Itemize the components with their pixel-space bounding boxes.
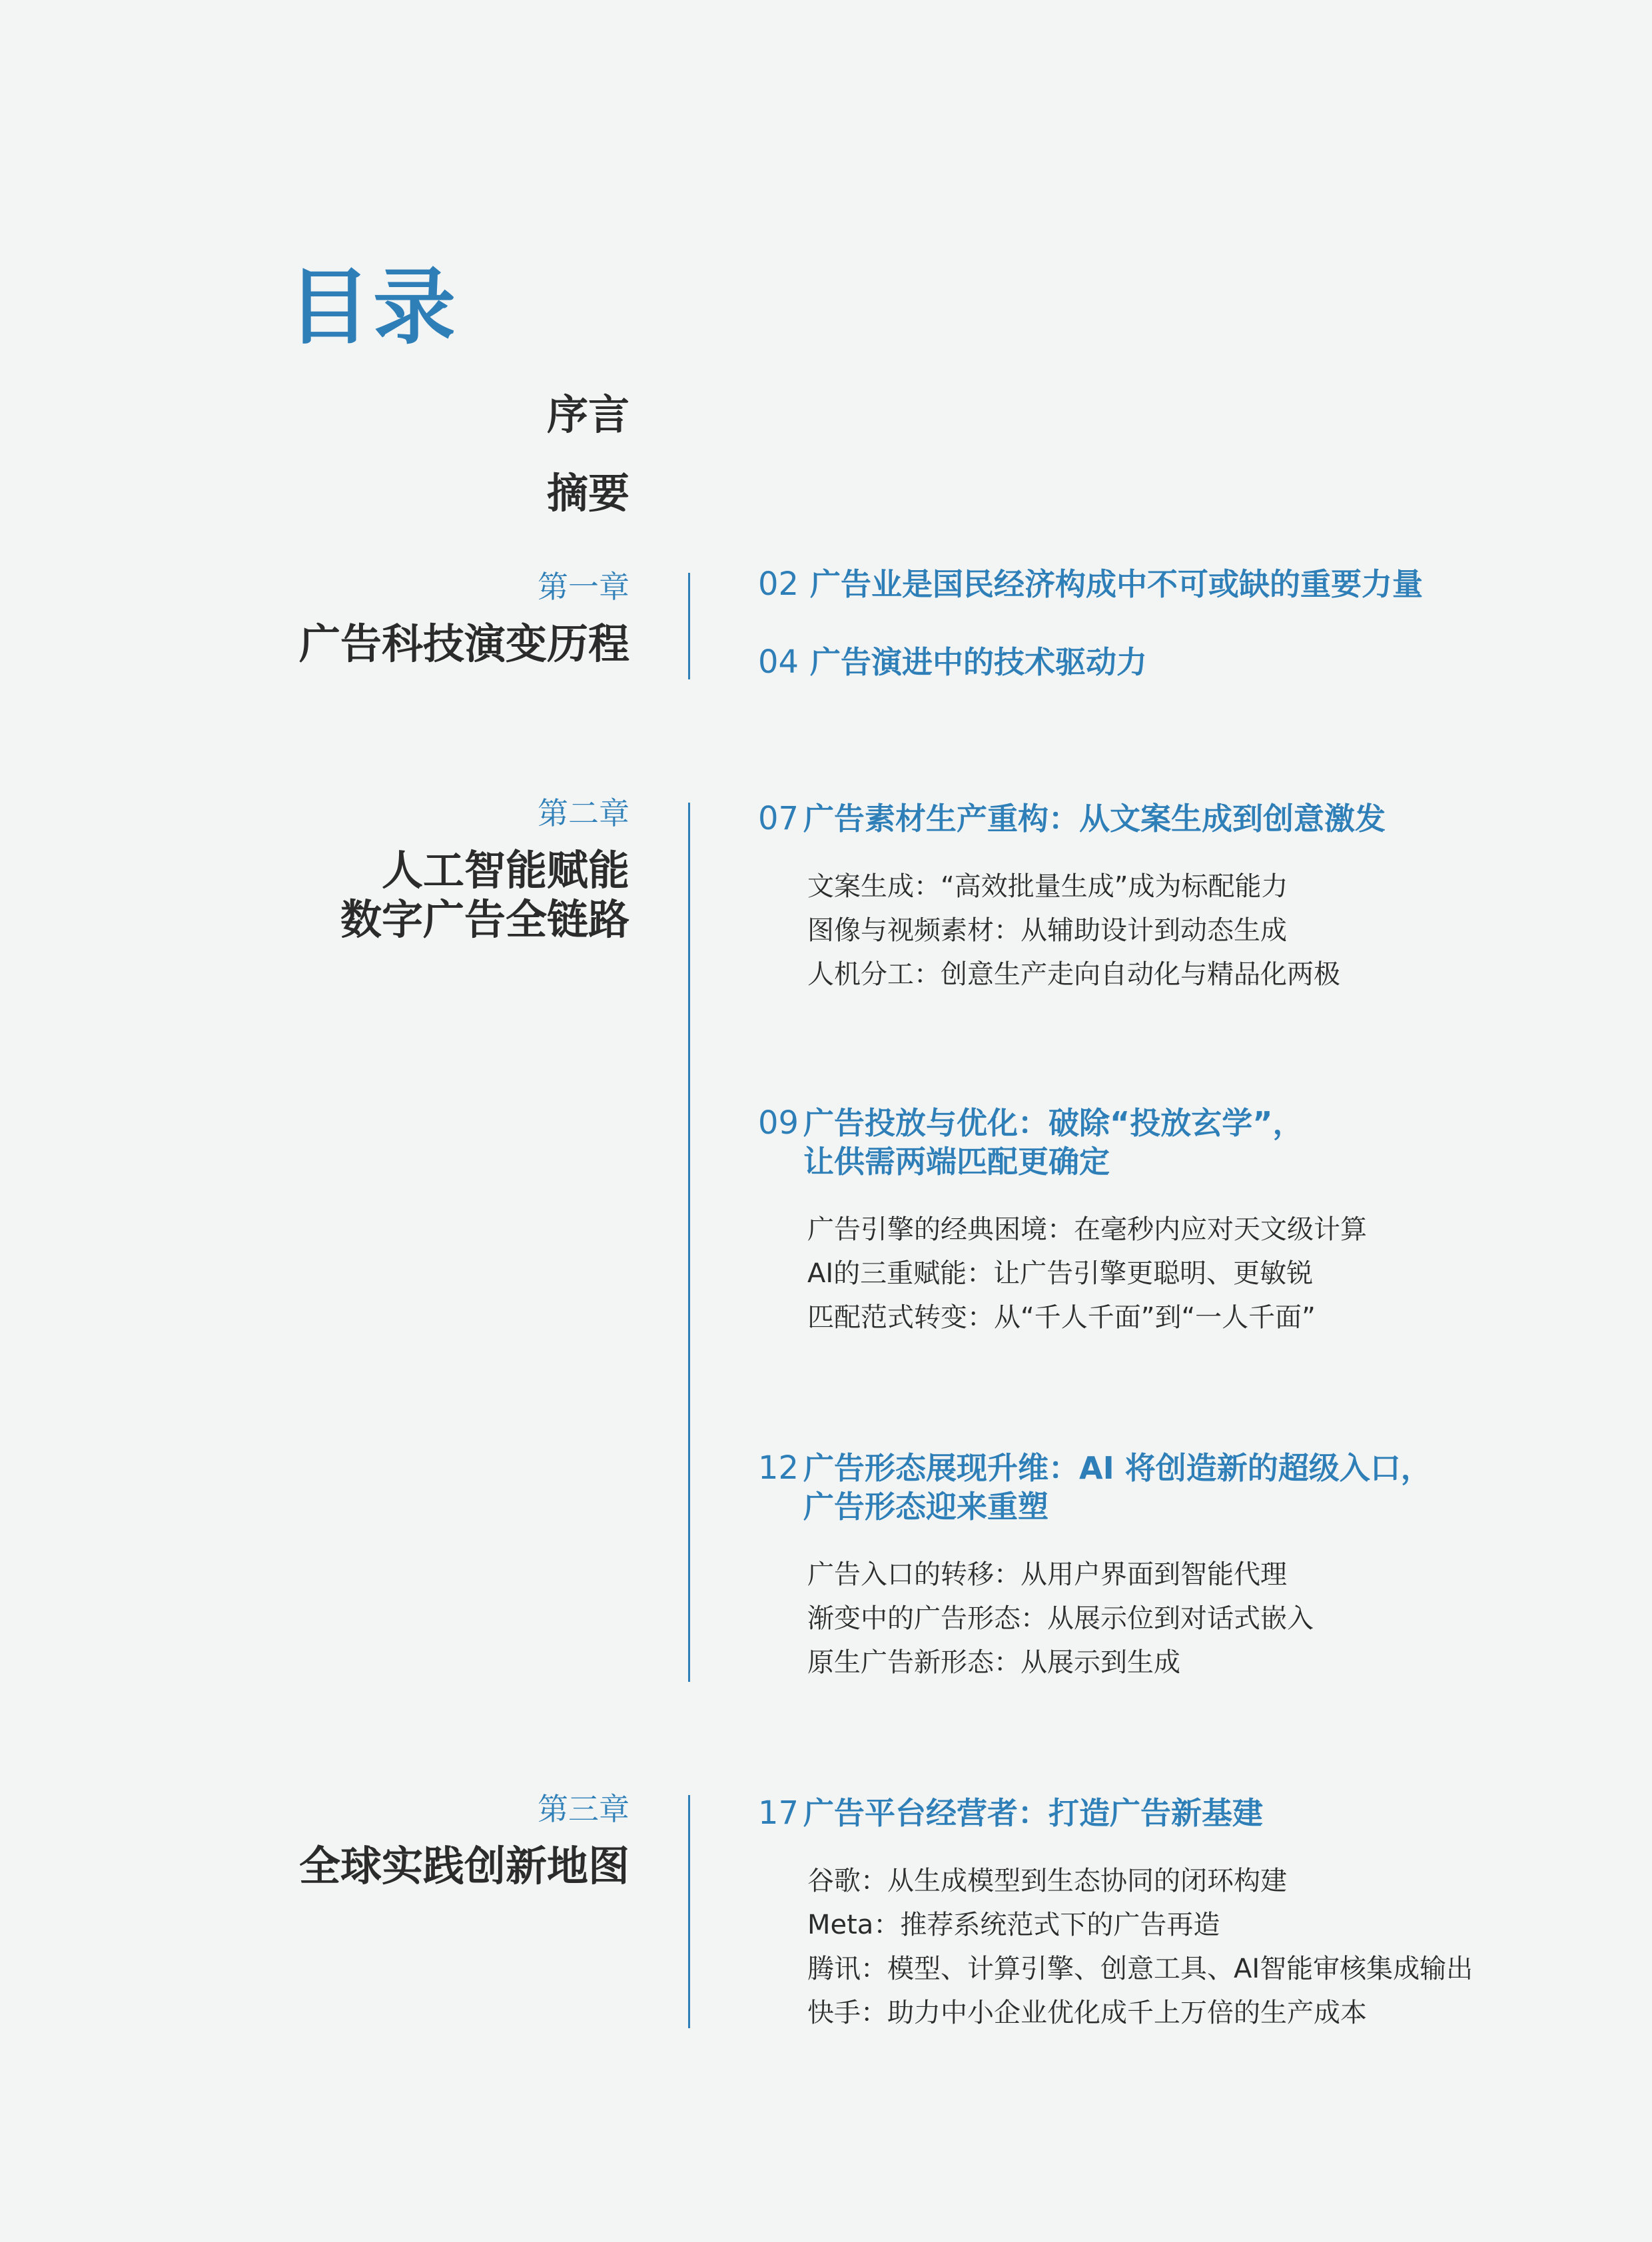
section-title: 广告业是国民经济构成中不可或缺的重要力量 (810, 566, 1423, 602)
section-page-number: 07 (758, 800, 799, 837)
section-link[interactable] (758, 1449, 1491, 1526)
section-page-number: 09 (758, 1104, 799, 1142)
section-items (807, 865, 1473, 996)
list-item[interactable]: 渐变中的广告形态：从展示位到对话式嵌入 (807, 1603, 1314, 1634)
list-item[interactable]: 匹配范式转变：从“千人千面”到“一人千面” (807, 1302, 1316, 1333)
list-item[interactable]: 图像与视频素材：从辅助设计到动态生成 (807, 915, 1287, 946)
page-title: 目录 (288, 260, 459, 356)
front-matter-preface[interactable]: 序言 (546, 390, 629, 439)
list-item[interactable]: 原生广告新形态：从展示到生成 (807, 1647, 1180, 1678)
section-link[interactable] (758, 565, 1491, 603)
section-page-number: 12 (758, 1449, 799, 1487)
section-title: 广告形态展现升维：AI 将创造新的超级入口， (803, 1450, 1432, 1486)
section-items (807, 1553, 1473, 1684)
list-item[interactable]: 广告引擎的经典困境：在毫秒内应对天文级计算 (807, 1214, 1367, 1245)
section-link[interactable] (758, 1104, 1491, 1181)
section-link[interactable] (758, 1794, 1491, 1832)
chapter-3-label: 第三章 (538, 1791, 629, 1827)
list-item[interactable]: Meta：推荐系统范式下的广告再造 (807, 1910, 1220, 1940)
section-title: 广告平台经营者：打造广告新基建 (803, 1795, 1263, 1831)
list-item[interactable]: 人机分工：创意生产走向自动化与精品化两极 (807, 959, 1340, 990)
section-page-number: 04 (758, 643, 799, 681)
section-link[interactable] (758, 799, 1491, 838)
list-item[interactable]: 快手：助力中小企业优化成千上万倍的生产成本 (807, 1998, 1367, 2028)
section-title: 广告素材生产重构：从文案生成到创意激发 (803, 801, 1386, 837)
section-title: 广告投放与优化：破除“投放玄学”， (803, 1105, 1304, 1141)
chapter-title-line: 全球实践创新地图 (298, 1842, 629, 1890)
list-item[interactable]: 谷歌：从生成模型到生态协同的闭环构建 (807, 1866, 1287, 1896)
section-items (807, 1859, 1473, 2035)
section-title: 广告演进中的技术驱动力 (810, 644, 1147, 680)
section-link[interactable] (758, 643, 1491, 681)
chapter-1-label: 第一章 (538, 569, 629, 605)
chapter-2-label: 第二章 (538, 795, 629, 831)
section-title-continuation: 让供需两端匹配更确定 (803, 1144, 1110, 1180)
section-title-continuation: 广告形态迎来重塑 (803, 1489, 1048, 1525)
chapter-title-line: 数字广告全链路 (340, 895, 629, 944)
section-items (807, 1208, 1473, 1339)
front-matter-abstract[interactable]: 摘要 (546, 469, 629, 518)
chapter-3-divider (688, 1795, 690, 2028)
list-item[interactable]: 文案生成：“高效批量生成”成为标配能力 (807, 871, 1288, 902)
list-item[interactable]: 广告入口的转移：从用户界面到智能代理 (807, 1559, 1287, 1590)
section-page-number: 17 (758, 1794, 799, 1832)
chapter-1-title[interactable] (299, 619, 629, 669)
list-item[interactable]: AI的三重赋能：让广告引擎更聪明、更敏锐 (807, 1258, 1314, 1289)
chapter-2-title[interactable] (340, 846, 629, 944)
chapter-title-line: 人工智能赋能 (381, 846, 629, 895)
chapter-3-title[interactable] (299, 1842, 629, 1891)
list-item[interactable]: 腾讯：模型、计算引擎、创意工具、AI智能审核集成输出 (807, 1954, 1473, 1984)
section-page-number: 02 (758, 565, 799, 603)
chapter-1-divider (688, 573, 690, 679)
chapter-title-line: 广告科技演变历程 (298, 619, 629, 668)
chapter-2-divider (688, 803, 690, 1682)
